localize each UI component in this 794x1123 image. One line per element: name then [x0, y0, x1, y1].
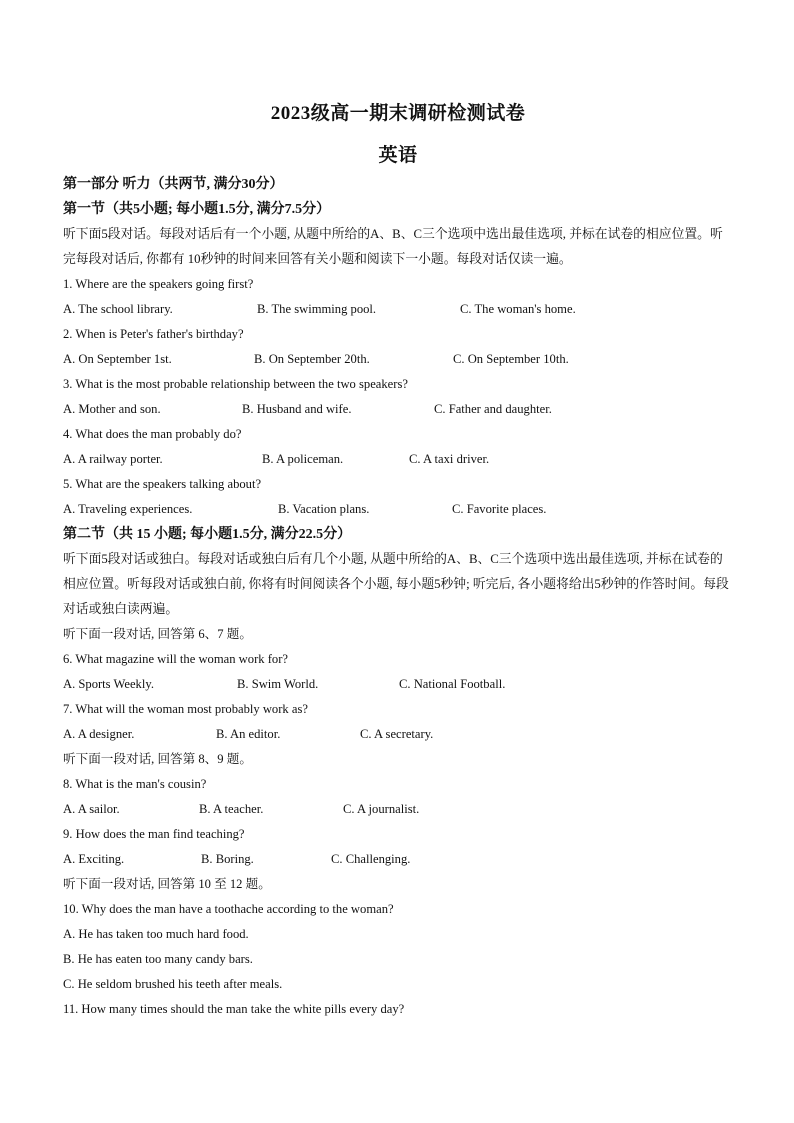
question-7-options	[63, 722, 733, 747]
question-3-options	[63, 397, 733, 422]
question-5: 5. What are the speakers talking about?	[63, 477, 262, 491]
option-c: C. A secretary.	[360, 727, 434, 741]
option-b: B. On September 20th.	[254, 352, 370, 366]
option-c: C. A journalist.	[343, 802, 420, 816]
question-11: 11. How many times should the man take the white pills every day?	[63, 1002, 405, 1016]
group-instruction-10-12: 听下面一段对话, 回答第 10 至 12 题。	[63, 877, 271, 891]
part1-heading: 第一部分 听力（共两节, 满分30分）	[63, 177, 284, 192]
question-10: 10. Why does the man have a toothache according to the woman?	[63, 902, 394, 916]
question-10-option-b: B. He has eaten too many candy bars.	[63, 952, 253, 966]
option-c: C. Challenging.	[331, 852, 411, 866]
section2-heading: 第二节（共 15 小题; 每小题1.5分, 满分22.5分）	[63, 527, 352, 542]
option-c: C. Favorite places.	[452, 502, 547, 516]
option-b: B. Husband and wife.	[242, 402, 352, 416]
question-7: 7. What will the woman most probably work as?	[63, 702, 308, 716]
question-8: 8. What is the man's cousin?	[63, 777, 207, 791]
group-instruction-8-9: 听下面一段对话, 回答第 8、9 题。	[63, 752, 252, 766]
question-4-options	[63, 447, 733, 472]
option-a: A. A railway porter.	[63, 452, 163, 466]
question-9: 9. How does the man find teaching?	[63, 827, 245, 841]
question-1-options	[63, 297, 733, 322]
option-b: B. Vacation plans.	[278, 502, 370, 516]
option-c: C. The woman's home.	[460, 302, 576, 316]
option-a: A. Sports Weekly.	[63, 677, 154, 691]
question-10-option-a: A. He has taken too much hard food.	[63, 927, 249, 941]
subject-title: 英语	[378, 145, 418, 166]
option-c: C. National Football.	[399, 677, 506, 691]
question-4: 4. What does the man probably do?	[63, 427, 242, 441]
option-c: C. On September 10th.	[453, 352, 569, 366]
question-5-options	[63, 497, 733, 522]
option-b: B. An editor.	[216, 727, 281, 741]
option-c: C. A taxi driver.	[409, 452, 490, 466]
option-a: A. A sailor.	[63, 802, 120, 816]
exam-body	[63, 172, 733, 1022]
question-9-options	[63, 847, 733, 872]
question-2: 2. When is Peter's father's birthday?	[63, 327, 244, 341]
option-b: B. The swimming pool.	[257, 302, 377, 316]
question-10-option-c: C. He seldom brushed his teeth after meals.	[63, 977, 283, 991]
group-instruction-6-7: 听下面一段对话, 回答第 6、7 题。	[63, 627, 252, 641]
section1-heading: 第一节（共5小题; 每小题1.5分, 满分7.5分）	[63, 202, 331, 217]
option-a: A. Exciting.	[63, 852, 125, 866]
section2-instructions: 听下面5段对话或独白。每段对话或独白后有几个小题, 从题中所给的A、B、C三个选项中选出最佳选项, 并标在试卷的相应位置。听每段对话或独白前, 你将有时间阅读各个小题, 每小题5秒钟; 听完后, 各小题将给出5秒钟的作答时间。每段对话或独白读两遍。	[63, 552, 729, 616]
section1-instructions: 听下面5段对话。每段对话后有一个小题, 从题中所给的A、B、C三个选项中选出最佳选项, 并标在试卷的相应位置。听完每段对话后, 你都有 10秒钟的时间来回答有关小题和阅读下一小题。每段对话仅读一遍。	[63, 227, 723, 266]
option-c: C. Father and daughter.	[434, 402, 552, 416]
question-6-options	[63, 672, 733, 697]
exam-title: 2023级高一期末调研检测试卷	[270, 103, 526, 124]
option-b: B. A teacher.	[199, 802, 264, 816]
question-6: 6. What magazine will the woman work for?	[63, 652, 288, 666]
option-b: B. Swim World.	[237, 677, 319, 691]
question-2-options	[63, 347, 733, 372]
option-a: A. Traveling experiences.	[63, 502, 193, 516]
question-3: 3. What is the most probable relationship between the two speakers?	[63, 377, 408, 391]
question-1: 1. Where are the speakers going first?	[63, 277, 254, 291]
question-8-options	[63, 797, 733, 822]
option-b: B. A policeman.	[262, 452, 344, 466]
option-a: A. A designer.	[63, 727, 135, 741]
option-a: A. On September 1st.	[63, 352, 172, 366]
option-a: A. The school library.	[63, 302, 173, 316]
option-a: A. Mother and son.	[63, 402, 161, 416]
option-b: B. Boring.	[201, 852, 254, 866]
